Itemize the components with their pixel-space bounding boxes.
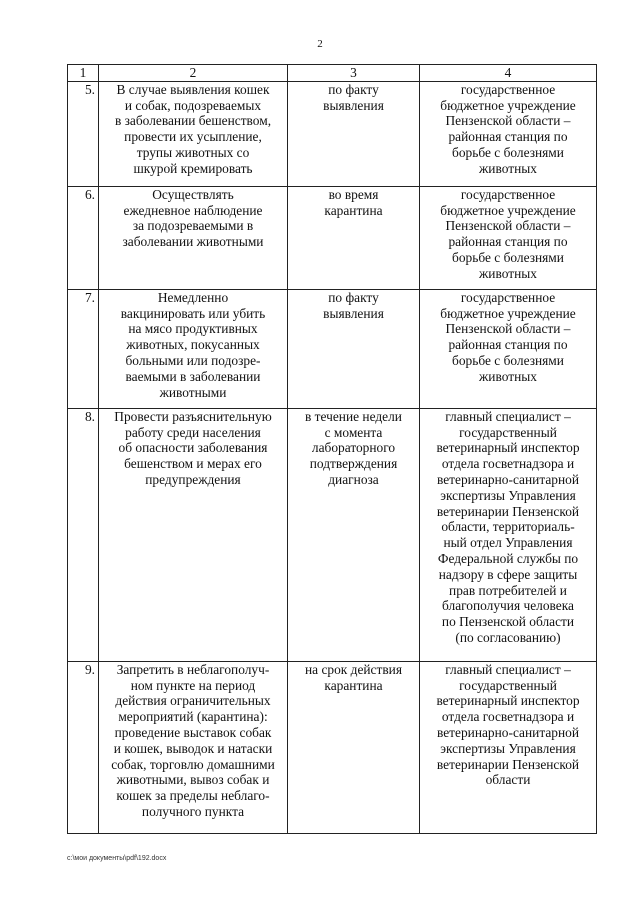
measures-table xyxy=(67,64,597,834)
table-row xyxy=(68,81,597,186)
footer-file-path: c:\мои документы\pdf\192.docx xyxy=(67,855,167,862)
table-row xyxy=(68,289,597,408)
responsible-text: главный специалист – государственный ветеринарный инспектор отдела госветнадзора и ветеринарно-санитарной экспертизы Управления ветеринарии Пензенской области, территориаль- ный отдел Управления Федеральной службы по надзору в сфере защиты прав потребителей и благополучия человека по Пензенской области (по согласованию) xyxy=(420,408,597,661)
row-number: 5. xyxy=(68,81,99,186)
measure-text: В случае выявления кошек и собак, подозреваемых в заболевании бешенством, провести их усыпление, трупы животных со шкурой кремировать xyxy=(99,81,288,186)
measure-text: Осуществлять ежедневное наблюдение за подозреваемыми в заболевании животными xyxy=(99,186,288,289)
row-number: 7. xyxy=(68,289,99,408)
page-number: 2 xyxy=(317,38,323,50)
table-row xyxy=(68,408,597,661)
term-text: на срок действия карантина xyxy=(288,661,420,833)
term-text: по факту выявления xyxy=(288,81,420,186)
measure-text: Провести разъяснительную работу среди населения об опасности заболевания бешенством и мерах его предупреждения xyxy=(99,408,288,661)
column-header-4: 4 xyxy=(420,65,597,82)
row-number: 6. xyxy=(68,186,99,289)
term-text: во время карантина xyxy=(288,186,420,289)
column-header-2: 2 xyxy=(99,65,288,82)
measure-text: Немедленно вакцинировать или убить на мясо продуктивных животных, покусанных больными или подозре- ваемыми в заболевании животными xyxy=(99,289,288,408)
responsible-text: государственное бюджетное учреждение Пензенской области – районная станция по борьбе с болезнями животных xyxy=(420,289,597,408)
responsible-text: главный специалист – государственный ветеринарный инспектор отдела госветнадзора и ветеринарно-санитарной экспертизы Управления ветеринарии Пензенской области xyxy=(420,661,597,833)
term-text: в течение недели с момента лабораторного подтверждения диагноза xyxy=(288,408,420,661)
row-number: 8. xyxy=(68,408,99,661)
row-number: 9. xyxy=(68,661,99,833)
responsible-text: государственное бюджетное учреждение Пензенской области – районная станция по борьбе с болезнями животных xyxy=(420,81,597,186)
term-text: по факту выявления xyxy=(288,289,420,408)
column-header-1: 1 xyxy=(68,65,99,82)
table-row xyxy=(68,661,597,833)
column-header-3: 3 xyxy=(288,65,420,82)
table-row xyxy=(68,186,597,289)
measure-text: Запретить в неблагополуч- ном пункте на период действия ограничительных мероприятий (карантина): проведение выставок собак и кошек, выводок и натаски собак, торговлю домашними животными, вывоз собак и кошек за пределы неблаго- получного пункта xyxy=(99,661,288,833)
table-header-row xyxy=(68,65,597,82)
responsible-text: государственное бюджетное учреждение Пензенской области – районная станция по борьбе с болезнями животных xyxy=(420,186,597,289)
